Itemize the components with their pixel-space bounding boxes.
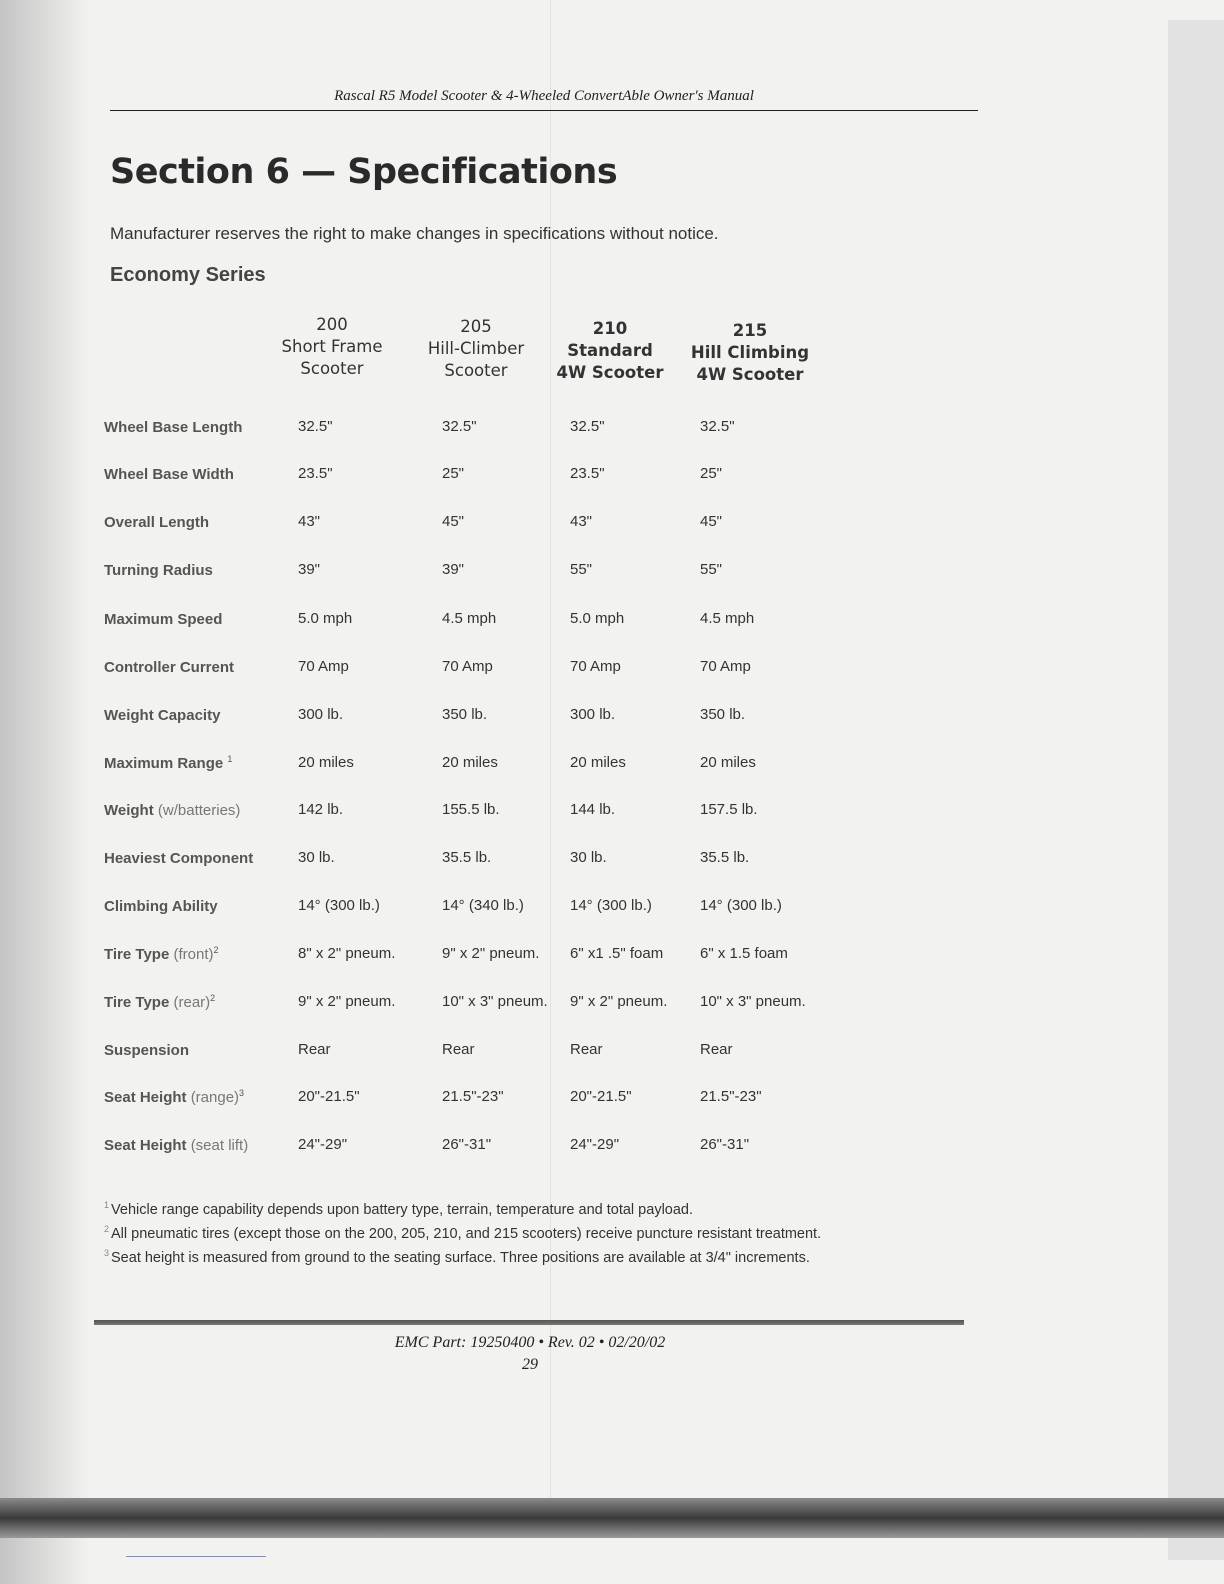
table-cell: 8" x 2" pneum. — [298, 945, 396, 962]
table-cell: 9" x 2" pneum. — [442, 945, 540, 962]
table-cell: 20 miles — [570, 754, 626, 771]
table-cell: 14° (300 lb.) — [570, 897, 652, 914]
table-row — [0, 465, 1000, 491]
row-label: Heaviest Component — [104, 850, 254, 867]
column-line1: Hill-Climber — [427, 339, 525, 358]
table-cell: 9" x 2" pneum. — [570, 993, 668, 1010]
table-row — [0, 513, 1000, 539]
table-cell: 5.0 mph — [570, 610, 625, 627]
table-cell: 10" x 3" pneum. — [700, 993, 806, 1010]
table-cell: 4.5 mph — [700, 610, 755, 627]
table-cell: 32.5" — [570, 418, 605, 435]
table-cell: 43" — [570, 513, 593, 530]
table-cell: 55" — [700, 561, 723, 578]
row-label: Climbing Ability — [104, 898, 218, 915]
row-label: Wheel Base Length — [104, 419, 243, 436]
footnote: $^3$ Seat height is measured from ground to the seating surface. Three positions are available at 3/4" increments. — [104, 1247, 810, 1266]
table-row — [0, 1041, 1000, 1067]
table-cell: 20 miles — [442, 754, 498, 771]
table-cell: 6" x 1.5 foam — [700, 945, 788, 962]
table-cell: 35.5 lb. — [442, 849, 492, 866]
row-label: Tire Type (front)$^2$ — [104, 945, 219, 963]
table-cell: 20 miles — [298, 754, 354, 771]
table-row — [0, 658, 1000, 684]
column-line1: Standard — [567, 341, 653, 360]
row-label: Suspension — [104, 1042, 190, 1059]
table-cell: 24"-29" — [298, 1136, 348, 1153]
table-cell: 21.5"-23" — [442, 1088, 504, 1105]
intro-text: Manufacturer reserves the right to make changes in specifications without notice. — [110, 224, 719, 243]
section-title: Section 6 — Specifications — [110, 152, 618, 192]
table-cell: 14° (300 lb.) — [700, 897, 782, 914]
table-cell: 300 lb. — [570, 706, 616, 723]
row-label: Overall Length — [104, 514, 210, 531]
table-cell: 30 lb. — [298, 849, 335, 866]
series-title: Economy Series — [110, 264, 266, 286]
table-cell: 9" x 2" pneum. — [298, 993, 396, 1010]
footer-rule — [94, 1320, 964, 1325]
table-row — [0, 1136, 1000, 1162]
table-cell: 144 lb. — [570, 801, 616, 818]
table-cell: 23.5" — [570, 465, 605, 482]
table-cell: Rear — [570, 1041, 603, 1058]
table-cell: 26"-31" — [700, 1136, 750, 1153]
table-cell: 14° (300 lb.) — [298, 897, 380, 914]
table-row — [0, 418, 1000, 444]
table-cell: 32.5" — [700, 418, 735, 435]
scan-artifact-line — [126, 1556, 266, 1557]
row-label: Maximum Speed — [104, 611, 223, 628]
row-label: Turning Radius — [104, 562, 213, 579]
table-cell: 55" — [570, 561, 593, 578]
table-cell: Rear — [298, 1041, 331, 1058]
table-cell: 30 lb. — [570, 849, 607, 866]
column-line2: Scooter — [444, 361, 508, 380]
table-cell: 14° (340 lb.) — [442, 897, 524, 914]
table-row — [0, 897, 1000, 923]
scan-shadow — [0, 0, 90, 1584]
table-cell: 32.5" — [442, 418, 477, 435]
page-number: 29 — [522, 1356, 538, 1373]
table-cell: 10" x 3" pneum. — [442, 993, 548, 1010]
table-cell: 4.5 mph — [442, 610, 497, 627]
column-line1: Short Frame — [281, 337, 383, 356]
running-header: Rascal R5 Model Scooter & 4-Wheeled ConvertAble Owner's Manual — [334, 88, 754, 104]
table-cell: 300 lb. — [298, 706, 344, 723]
column-number: 205 — [460, 317, 492, 336]
table-cell: 39" — [298, 561, 321, 578]
table-cell: 45" — [442, 513, 465, 530]
table-row — [0, 801, 1000, 827]
row-label: Weight Capacity — [104, 707, 221, 724]
table-cell: 350 lb. — [700, 706, 746, 723]
table-cell: 70 Amp — [442, 658, 493, 675]
column-line2: 4W Scooter — [696, 365, 804, 384]
row-label: Controller Current — [104, 659, 235, 676]
table-cell: 20"-21.5" — [570, 1088, 632, 1105]
table-cell: 5.0 mph — [298, 610, 353, 627]
table-cell: 43" — [298, 513, 321, 530]
column-number: 200 — [316, 315, 348, 334]
footnote: $^1$ Vehicle range capability depends upon battery type, terrain, temperature and total payload. — [104, 1200, 694, 1218]
table-cell: Rear — [700, 1041, 733, 1058]
header-rule — [110, 110, 978, 111]
table-row — [0, 993, 1000, 1019]
table-cell: 25" — [700, 465, 723, 482]
row-label: Wheel Base Width — [104, 466, 234, 483]
table-cell: Rear — [442, 1041, 475, 1058]
column-line1: Hill Climbing — [690, 343, 810, 362]
table-cell: 70 Amp — [700, 658, 751, 675]
table-cell: 142 lb. — [298, 801, 344, 818]
table-cell: 20 miles — [700, 754, 756, 771]
table-cell: 157.5 lb. — [700, 801, 758, 818]
table-cell: 35.5 lb. — [700, 849, 750, 866]
table-cell: 20"-21.5" — [298, 1088, 360, 1105]
table-cell: 39" — [442, 561, 465, 578]
table-cell: 26"-31" — [442, 1136, 492, 1153]
column-header-210 — [540, 318, 680, 384]
column-header-215 — [680, 320, 820, 386]
row-label: Seat Height (seat lift) — [104, 1137, 249, 1154]
table-cell: 70 Amp — [570, 658, 621, 675]
part-number: EMC Part: 19250400 • Rev. 02 • 02/20/02 — [394, 1334, 666, 1351]
page-edge — [1168, 20, 1224, 1560]
table-row — [0, 1088, 1000, 1114]
table-cell: 25" — [442, 465, 465, 482]
column-header-205 — [406, 316, 546, 382]
column-number: 215 — [732, 321, 768, 340]
table-cell: 155.5 lb. — [442, 801, 500, 818]
table-cell: 70 Amp — [298, 658, 349, 675]
row-label: Maximum Range $^1$ — [104, 754, 233, 772]
footnote: $^2$ All pneumatic tires (except those on the 200, 205, 210, and 215 scooters) receive puncture resistant treatment. — [104, 1223, 822, 1242]
column-line2: 4W Scooter — [556, 363, 664, 382]
table-row — [0, 561, 1000, 587]
table-cell: 32.5" — [298, 418, 333, 435]
table-cell: 45" — [700, 513, 723, 530]
row-label: Seat Height (range)$^3$ — [104, 1088, 245, 1106]
table-cell: 23.5" — [298, 465, 333, 482]
table-row — [0, 706, 1000, 732]
table-cell: 350 lb. — [442, 706, 488, 723]
column-header-200 — [262, 314, 402, 380]
table-row — [0, 945, 1000, 971]
column-line2: Scooter — [300, 359, 364, 378]
column-number: 210 — [592, 319, 628, 338]
table-cell: 24"-29" — [570, 1136, 620, 1153]
row-label: Weight (w/batteries) — [104, 802, 241, 819]
row-label: Tire Type (rear)$^2$ — [104, 993, 216, 1011]
table-cell: 6" x1 .5" foam — [570, 945, 664, 962]
table-row — [0, 610, 1000, 636]
table-cell: 21.5"-23" — [700, 1088, 762, 1105]
table-row — [0, 849, 1000, 875]
table-row — [0, 754, 1000, 780]
scan-bottom-band — [0, 1498, 1224, 1538]
footnotes — [104, 1196, 821, 1267]
